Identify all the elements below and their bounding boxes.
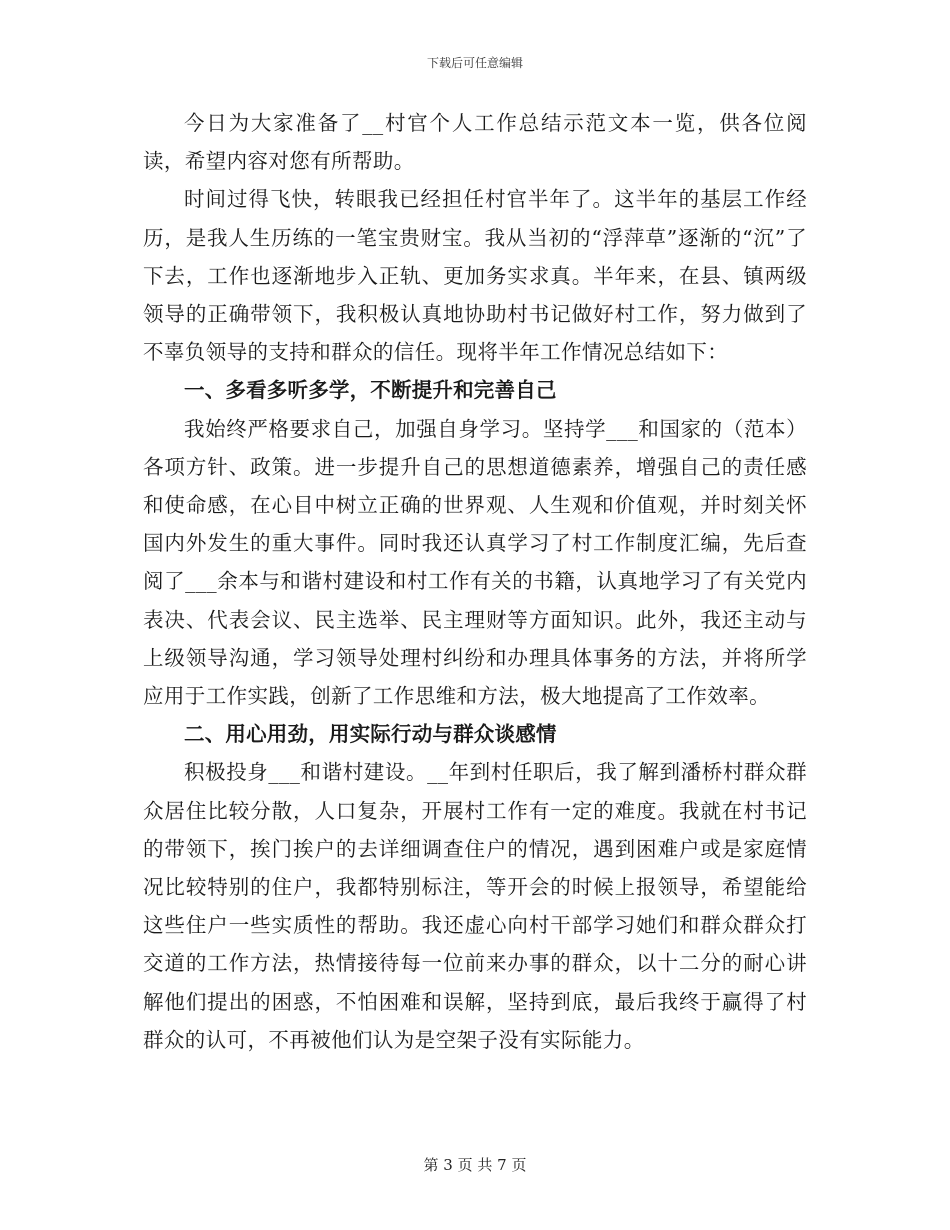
section-heading-1: 一、多看多听多学，不断提升和完善自己: [184, 378, 557, 403]
page-number: 第 3 页 共 7 页: [423, 1156, 527, 1174]
section-1-paragraph: 我始终严格要求自己，加强自身学习。坚持学___和国家的（范本）各项方针、政策。进一步提升自己的思想道德素养，增强自己的责任感和使命感，在心目中树立正确的世界观、人生观和价值观，并时刻关怀国内外发生的重大事件。同时我还认真学习了村工作制度汇编，先后查阅了___余本与和谐村建设和村工作有关的书籍，认真地学习了有关党内表决、代表会议、民主选举、民主理财等方面知识。此外，我还主动与上级领导沟通，学习领导处理村纠纷和办理具体事务的方法，并将所学应用于工作实践，创新了工作思维和方法，极大地提高了工作效率。: [143, 416, 807, 709]
intro-paragraph: 今日为大家准备了__村官个人工作总结示范文本一览，供各位阅读，希望内容对您有所帮助。: [143, 111, 807, 174]
page-header-note: 下载后可任意编辑: [426, 56, 523, 70]
section-heading-2: 二、用心用劲，用实际行动与群众谈感情: [184, 722, 557, 747]
section-2-paragraph: 积极投身___和谐村建设。__年到村任职后，我了解到潘桥村群众群众居住比较分散，人口复杂，开展村工作有一定的难度。我就在村书记的带领下，挨门挨户的去详细调查住户的情况，遇到困难户或是家庭情况比较特别的住户，我都特别标注，等开会的时候上报领导，希望能给这些住户一些实质性的帮助。我还虚心向村干部学习她们和群众群众打交道的工作方法，热情接待每一位前来办事的群众，以十二分的耐心讲解他们提出的困惑，不怕困难和误解，坚持到底，最后我终于赢得了村群众的认可，不再被他们认为是空架子没有实际能力。: [143, 760, 807, 1052]
document-body: [143, 104, 807, 1059]
overview-paragraph: 时间过得飞快，转眼我已经担任村官半年了。这半年的基层工作经历，是我人生历练的一笔宝贵财宝。我从当初的“浮萍草”逐渐的“沉”了下去，工作也逐渐地步入正轨、更加务实求真。半年来，在县、镇两级领导的正确带领下，我积极认真地协助村书记做好村工作，努力做到了不辜负领导的支持和群众的信任。现将半年工作情况总结如下：: [143, 187, 807, 365]
